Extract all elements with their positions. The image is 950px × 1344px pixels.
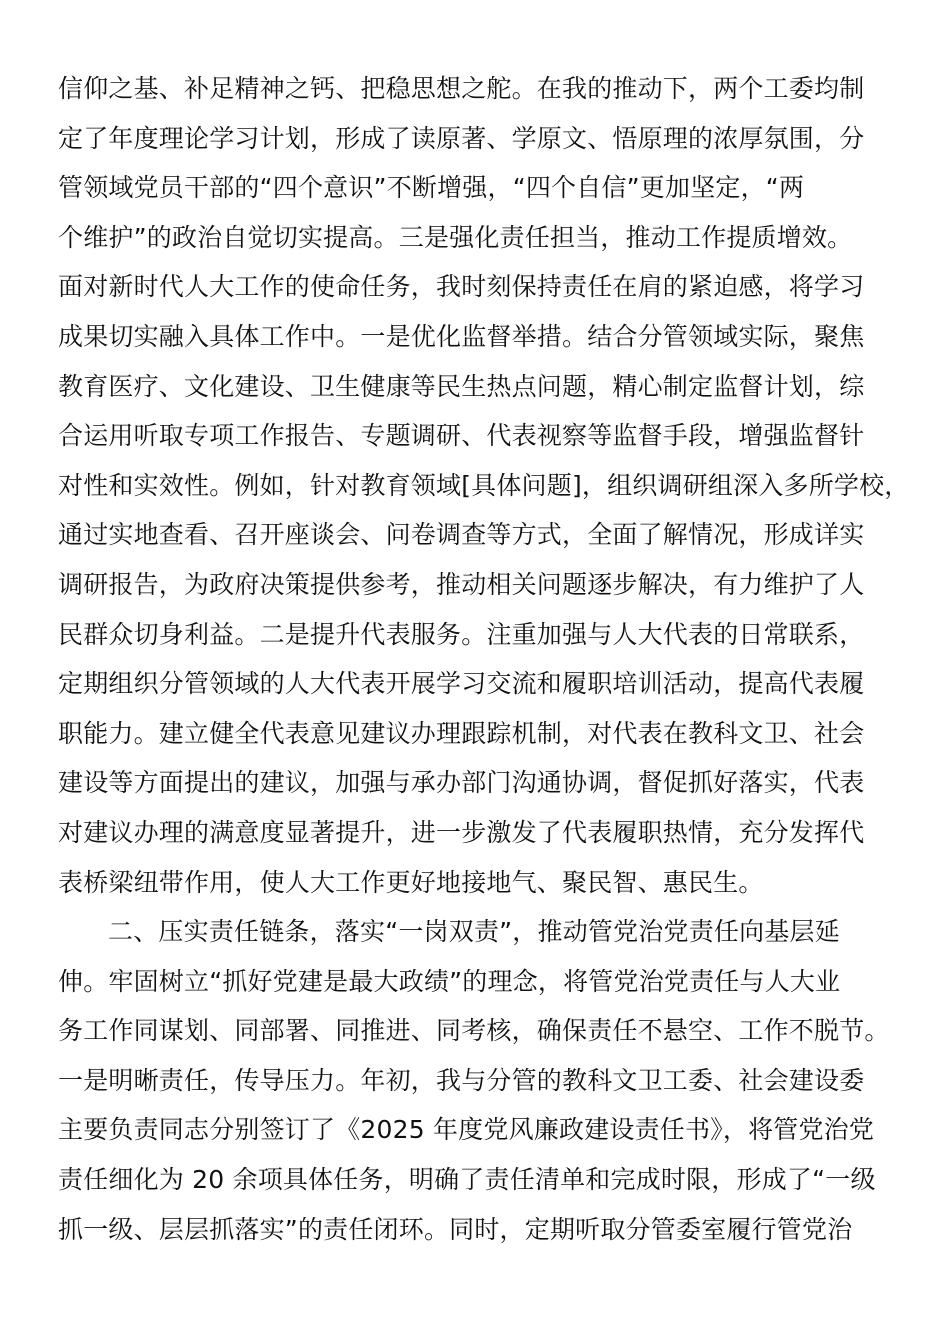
text-line: 表桥梁纽带作用，使人大工作更好地接地气、聚民智、惠民生。	[58, 867, 764, 897]
text-line: 管领域党员干部的“四个意识”不断增强，“四个自信”更加坚定，“两	[58, 173, 805, 203]
text-line: 民群众切身利益。二是提升代表服务。注重加强与人大代表的日常联系，	[58, 619, 865, 649]
text-line: 信仰之基、补足精神之钙、把稳思想之舵。在我的推动下，两个工委均制	[58, 74, 865, 103]
text-line: 主要负责同志分别签订了《2025 年度党风廉政建设责任书》，将管党治党	[58, 1115, 875, 1145]
text-line: 定期组织分管领域的人大代表开展学习交流和履职培训活动，提高代表履	[58, 669, 865, 699]
document-body	[58, 64, 918, 1254]
text-line: 职能力。建立健全代表意见建议办理跟踪机制，对代表在教科文卫、社会	[58, 718, 865, 748]
text-line: 调研报告，为政府决策提供参考，推动相关问题逐步解决，有力维护了人	[58, 569, 865, 599]
section-heading-line: 二、压实责任链条，落实“一岗双责”，推动管党治党责任向基层延	[108, 917, 840, 947]
text-line: 务工作同谋划、同部署、同推进、同考核，确保责任不悬空、工作不脱节。	[58, 1016, 890, 1046]
text-line: 对性和实效性。例如，针对教育领域[具体问题]，组织调研组深入多所学校，	[58, 470, 910, 500]
text-line: 抓一级、层层抓落实”的责任闭环。同时，定期听取分管委室履行管党治	[58, 1214, 853, 1244]
text-line: 对建议办理的满意度显著提升，进一步激发了代表履职热情，充分发挥代	[58, 817, 865, 847]
text-line: 面对新时代人大工作的使命任务，我时刻保持责任在肩的紧迫感，将学习	[58, 272, 865, 302]
text-line: 通过实地查看、召开座谈会、问卷调查等方式，全面了解情况，形成详实	[58, 520, 865, 550]
text-line: 伸。牢固树立“抓好党建是最大政绩”的理念，将管党治党责任与人大业	[58, 966, 841, 996]
text-line: 成果切实融入具体工作中。一是优化监督举措。结合分管领域实际，聚焦	[58, 321, 865, 351]
text-line: 合运用听取专项工作报告、专题调研、代表视察等监督手段，增强监督针	[58, 421, 865, 451]
text-line: 一是明晰责任，传导压力。年初，我与分管的教科文卫工委、社会建设委	[58, 1065, 865, 1095]
text-line: 教育医疗、文化建设、卫生健康等民生热点问题，精心制定监督计划，综	[58, 371, 865, 401]
text-line: 建设等方面提出的建议，加强与承办部门沟通协调，督促抓好落实，代表	[58, 768, 865, 798]
text-line: 责任细化为 20 余项具体任务，明确了责任清单和完成时限，形成了“一级	[58, 1165, 876, 1195]
text-line: 定了年度理论学习计划，形成了读原著、学原文、悟原理的浓厚氛围，分	[58, 123, 865, 153]
text-line: 个维护”的政治自觉切实提高。三是强化责任担当，推动工作提质增效。	[58, 222, 853, 252]
